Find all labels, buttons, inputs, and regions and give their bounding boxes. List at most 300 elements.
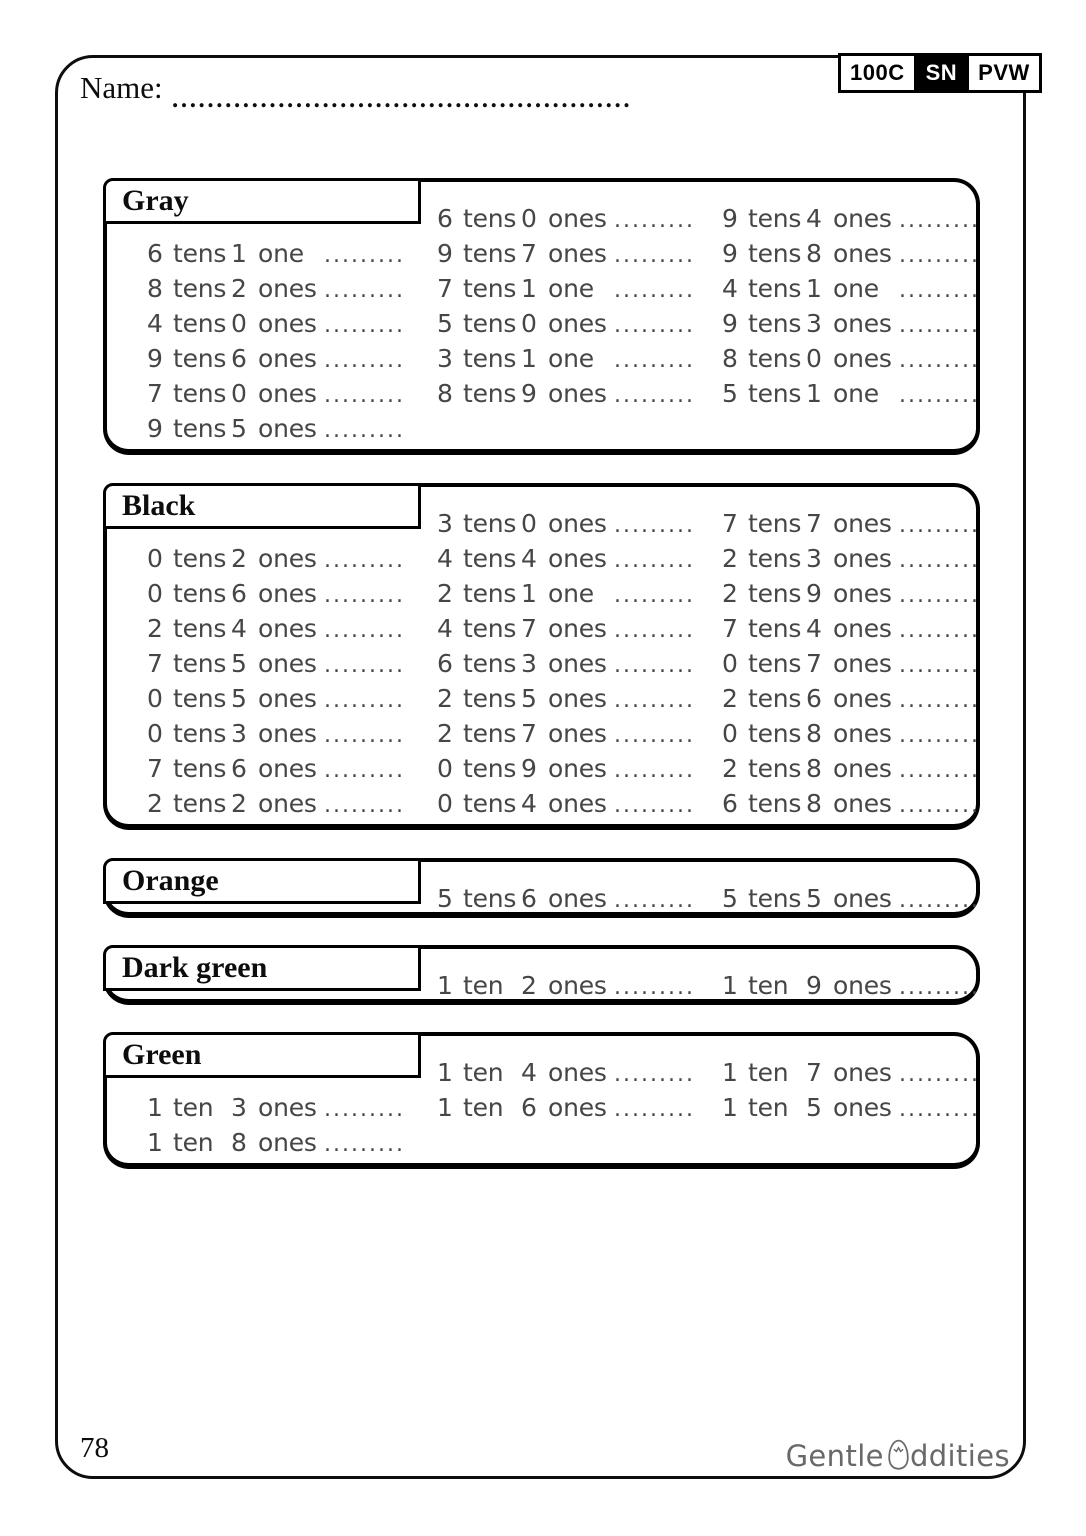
tens-value: 0	[437, 789, 453, 818]
ones-word: ones	[833, 789, 892, 818]
tens-word: tens	[748, 509, 802, 538]
ones-word: ones	[833, 754, 892, 783]
answer-dots: .........	[324, 723, 405, 748]
ones-word: ones	[258, 754, 317, 783]
section-column	[437, 507, 695, 822]
ones-word: ones	[833, 544, 892, 573]
ones-value: 0	[521, 204, 537, 233]
tens-value: 0	[437, 754, 453, 783]
ones-word: ones	[548, 684, 607, 713]
section-title-orange: Orange	[103, 858, 421, 904]
ones-word: ones	[548, 754, 607, 783]
tens-word: tens	[173, 309, 227, 338]
answer-dots: .........	[899, 1062, 980, 1087]
answer-dots: .........	[614, 348, 695, 373]
tens-value: 9	[722, 309, 738, 338]
tens-value: 1	[437, 1093, 453, 1122]
section-column	[722, 969, 980, 1004]
answer-dots: .........	[614, 383, 695, 408]
ones-value: 2	[521, 971, 537, 1000]
tens-word: ten	[463, 1058, 504, 1087]
tens-word: tens	[173, 344, 227, 373]
ones-value: 0	[231, 309, 247, 338]
tens-word: tens	[463, 614, 517, 643]
ones-word: ones	[833, 309, 892, 338]
tens-value: 1	[437, 971, 453, 1000]
ones-word: ones	[548, 1093, 607, 1122]
place-value-item	[722, 542, 980, 577]
tens-value: 7	[722, 509, 738, 538]
ones-value: 0	[231, 379, 247, 408]
place-value-item	[722, 717, 980, 752]
ones-value: 6	[521, 1093, 537, 1122]
tens-value: 3	[437, 344, 453, 373]
tens-word: tens	[748, 684, 802, 713]
answer-dots: .........	[899, 348, 980, 373]
tens-value: 4	[437, 614, 453, 643]
section-title-gray: Gray	[103, 178, 421, 224]
place-value-item	[147, 307, 405, 342]
egg-icon	[886, 1438, 911, 1471]
ones-value: 6	[521, 884, 537, 913]
place-value-item	[147, 612, 405, 647]
ones-word: ones	[833, 884, 892, 913]
ones-value: 4	[231, 614, 247, 643]
tens-value: 7	[147, 754, 163, 783]
place-value-item	[722, 682, 980, 717]
ones-value: 1	[231, 239, 247, 268]
tens-value: 0	[147, 579, 163, 608]
place-value-item	[722, 882, 980, 917]
tens-word: tens	[463, 204, 517, 233]
tens-value: 5	[722, 379, 738, 408]
tens-word: tens	[748, 579, 802, 608]
ones-word: ones	[833, 1058, 892, 1087]
place-value-item	[147, 272, 405, 307]
answer-dots: .........	[614, 1097, 695, 1122]
place-value-item	[437, 272, 695, 307]
place-value-item	[722, 237, 980, 272]
place-value-item	[437, 882, 695, 917]
tens-value: 9	[147, 414, 163, 443]
badge-100c: 100C	[841, 56, 914, 90]
ones-value: 8	[806, 754, 822, 783]
tens-value: 0	[722, 719, 738, 748]
answer-dots: .........	[899, 278, 980, 303]
place-value-item	[147, 237, 405, 272]
tens-word: tens	[463, 274, 517, 303]
ones-word: ones	[258, 379, 317, 408]
ones-word: ones	[833, 649, 892, 678]
tens-word: tens	[463, 239, 517, 268]
tens-value: 8	[722, 344, 738, 373]
section-orange	[103, 858, 980, 918]
section-column	[147, 542, 405, 822]
ones-word: one	[548, 579, 594, 608]
place-value-item	[722, 1056, 980, 1091]
place-value-item	[437, 1091, 695, 1126]
answer-dots: .........	[899, 208, 980, 233]
tens-word: tens	[463, 579, 517, 608]
ones-word: ones	[548, 789, 607, 818]
answer-dots: .........	[614, 583, 695, 608]
ones-value: 2	[231, 274, 247, 303]
place-value-item	[437, 752, 695, 787]
ones-word: ones	[548, 884, 607, 913]
tens-word: tens	[748, 884, 802, 913]
tens-word: tens	[748, 649, 802, 678]
tens-word: tens	[748, 754, 802, 783]
place-value-item	[437, 1056, 695, 1091]
place-value-item	[147, 342, 405, 377]
answer-dots: .........	[899, 313, 980, 338]
answer-dots: .........	[324, 1097, 405, 1122]
answer-dots: .........	[899, 243, 980, 268]
place-value-item	[437, 377, 695, 412]
badge-pvw: PVW	[969, 56, 1039, 90]
ones-word: ones	[833, 239, 892, 268]
ones-value: 3	[231, 719, 247, 748]
place-value-item	[147, 682, 405, 717]
tens-value: 6	[437, 204, 453, 233]
section-column	[437, 1056, 695, 1126]
answer-dots: .........	[324, 313, 405, 338]
answer-dots: .........	[324, 758, 405, 783]
tens-value: 2	[722, 754, 738, 783]
place-value-item	[722, 647, 980, 682]
place-value-item	[722, 577, 980, 612]
tens-word: ten	[173, 1093, 214, 1122]
tens-value: 5	[437, 309, 453, 338]
place-value-item	[722, 787, 980, 822]
tens-word: tens	[173, 579, 227, 608]
answer-dots: .........	[324, 688, 405, 713]
ones-word: ones	[258, 274, 317, 303]
place-value-item	[722, 612, 980, 647]
answer-dots: .........	[614, 548, 695, 573]
section-column	[722, 507, 980, 822]
answer-dots: .........	[614, 688, 695, 713]
ones-word: one	[833, 274, 879, 303]
answer-dots: .........	[324, 243, 405, 268]
section-gray	[103, 178, 980, 455]
place-value-item	[437, 647, 695, 682]
tens-word: tens	[463, 509, 517, 538]
tens-value: 1	[437, 1058, 453, 1087]
ones-value: 1	[806, 379, 822, 408]
ones-value: 9	[521, 379, 537, 408]
place-value-item	[147, 1126, 405, 1161]
place-value-item	[147, 577, 405, 612]
tens-value: 4	[722, 274, 738, 303]
place-value-item	[147, 752, 405, 787]
tens-word: tens	[463, 379, 517, 408]
ones-value: 1	[806, 274, 822, 303]
place-value-item	[147, 542, 405, 577]
ones-word: ones	[258, 414, 317, 443]
tens-value: 1	[147, 1093, 163, 1122]
answer-dots: .........	[324, 278, 405, 303]
tens-value: 6	[147, 239, 163, 268]
ones-word: ones	[548, 239, 607, 268]
section-column	[147, 1091, 405, 1161]
tens-word: tens	[748, 309, 802, 338]
place-value-item	[147, 412, 405, 447]
section-green	[103, 1032, 980, 1169]
tens-value: 8	[147, 274, 163, 303]
ones-word: ones	[833, 344, 892, 373]
tens-word: tens	[173, 719, 227, 748]
answer-dots: .........	[614, 758, 695, 783]
ones-value: 1	[521, 579, 537, 608]
tens-word: ten	[748, 1093, 789, 1122]
answer-dots: .........	[614, 208, 695, 233]
ones-value: 7	[521, 239, 537, 268]
ones-word: ones	[548, 971, 607, 1000]
answer-dots: .........	[324, 1132, 405, 1157]
badge-strip	[838, 53, 1042, 93]
section-darkgreen	[103, 945, 980, 1005]
tens-value: 6	[437, 649, 453, 678]
place-value-item	[722, 272, 980, 307]
answer-dots: .........	[614, 313, 695, 338]
ones-word: ones	[833, 719, 892, 748]
section-column	[722, 202, 980, 412]
tens-word: ten	[748, 971, 789, 1000]
section-column	[437, 202, 695, 412]
ones-value: 6	[231, 344, 247, 373]
place-value-item	[722, 342, 980, 377]
brand-logo	[786, 1438, 1010, 1471]
ones-word: ones	[258, 1093, 317, 1122]
place-value-item	[437, 787, 695, 822]
answer-dots: .........	[614, 975, 695, 1000]
ones-value: 5	[231, 684, 247, 713]
ones-word: ones	[258, 544, 317, 573]
ones-word: ones	[258, 789, 317, 818]
place-value-item	[437, 542, 695, 577]
tens-word: tens	[173, 789, 227, 818]
answer-dots: .........	[614, 888, 695, 913]
answer-dots: .........	[324, 793, 405, 818]
place-value-item	[437, 682, 695, 717]
tens-value: 7	[722, 614, 738, 643]
ones-word: ones	[833, 579, 892, 608]
ones-word: ones	[833, 971, 892, 1000]
ones-word: one	[548, 344, 594, 373]
place-value-item	[722, 307, 980, 342]
tens-word: tens	[463, 544, 517, 573]
tens-value: 0	[147, 684, 163, 713]
tens-word: tens	[748, 544, 802, 573]
ones-word: ones	[548, 719, 607, 748]
place-value-item	[437, 717, 695, 752]
tens-word: ten	[463, 1093, 504, 1122]
ones-value: 3	[806, 309, 822, 338]
place-value-item	[722, 377, 980, 412]
tens-value: 7	[147, 379, 163, 408]
tens-value: 2	[147, 789, 163, 818]
tens-value: 2	[722, 684, 738, 713]
ones-value: 4	[521, 1058, 537, 1087]
tens-value: 9	[437, 239, 453, 268]
tens-word: tens	[173, 649, 227, 678]
section-column	[437, 882, 695, 917]
place-value-item	[437, 237, 695, 272]
tens-word: tens	[463, 684, 517, 713]
tens-word: ten	[173, 1128, 214, 1157]
ones-value: 3	[806, 544, 822, 573]
place-value-item	[437, 507, 695, 542]
place-value-item	[147, 647, 405, 682]
tens-value: 5	[722, 884, 738, 913]
ones-word: ones	[258, 309, 317, 338]
ones-value: 7	[521, 614, 537, 643]
ones-word: ones	[833, 1093, 892, 1122]
answer-dots: .........	[324, 348, 405, 373]
tens-value: 6	[722, 789, 738, 818]
tens-value: 2	[722, 544, 738, 573]
tens-word: tens	[173, 684, 227, 713]
tens-word: tens	[463, 309, 517, 338]
tens-word: tens	[173, 614, 227, 643]
ones-word: ones	[548, 1058, 607, 1087]
ones-word: ones	[258, 614, 317, 643]
tens-value: 1	[722, 971, 738, 1000]
ones-word: one	[258, 239, 304, 268]
place-value-item	[722, 752, 980, 787]
logo-text-right: ddities	[909, 1439, 1010, 1473]
ones-value: 5	[806, 1093, 822, 1122]
ones-word: ones	[833, 684, 892, 713]
ones-value: 8	[806, 239, 822, 268]
answer-dots: .........	[324, 583, 405, 608]
ones-value: 1	[521, 344, 537, 373]
answer-dots: .........	[899, 583, 980, 608]
section-title-green: Green	[103, 1032, 421, 1078]
tens-word: tens	[173, 379, 227, 408]
answer-dots: .........	[899, 888, 980, 913]
answer-dots: .........	[324, 383, 405, 408]
answer-dots: .........	[324, 548, 405, 573]
place-value-item	[437, 612, 695, 647]
answer-dots: .........	[614, 618, 695, 643]
ones-value: 6	[806, 684, 822, 713]
answer-dots: .........	[614, 793, 695, 818]
tens-value: 1	[147, 1128, 163, 1157]
place-value-item	[722, 969, 980, 1004]
ones-word: ones	[833, 509, 892, 538]
answer-dots: .........	[614, 653, 695, 678]
tens-word: tens	[173, 754, 227, 783]
section-title-darkgreen: Dark green	[103, 945, 421, 991]
ones-word: one	[833, 379, 879, 408]
tens-word: tens	[748, 239, 802, 268]
ones-word: ones	[833, 614, 892, 643]
tens-value: 5	[437, 884, 453, 913]
ones-value: 1	[521, 274, 537, 303]
ones-value: 3	[521, 649, 537, 678]
ones-value: 6	[231, 754, 247, 783]
ones-value: 0	[521, 509, 537, 538]
ones-word: ones	[548, 614, 607, 643]
tens-word: tens	[748, 274, 802, 303]
answer-dots: .........	[899, 1097, 980, 1122]
ones-value: 2	[231, 789, 247, 818]
ones-value: 5	[231, 414, 247, 443]
tens-word: tens	[463, 754, 517, 783]
tens-value: 3	[437, 509, 453, 538]
answer-dots: .........	[899, 688, 980, 713]
tens-word: tens	[748, 379, 802, 408]
ones-value: 5	[806, 884, 822, 913]
place-value-item	[437, 307, 695, 342]
tens-value: 1	[722, 1093, 738, 1122]
tens-value: 2	[722, 579, 738, 608]
tens-value: 4	[437, 544, 453, 573]
answer-dots: .........	[899, 758, 980, 783]
ones-value: 7	[806, 1058, 822, 1087]
tens-word: tens	[748, 344, 802, 373]
answer-dots: .........	[614, 243, 695, 268]
ones-value: 7	[806, 649, 822, 678]
ones-word: ones	[833, 204, 892, 233]
tens-word: tens	[173, 544, 227, 573]
tens-value: 9	[147, 344, 163, 373]
tens-value: 9	[722, 239, 738, 268]
place-value-item	[437, 969, 695, 1004]
tens-word: tens	[748, 204, 802, 233]
tens-value: 2	[437, 579, 453, 608]
tens-word: tens	[173, 414, 227, 443]
ones-value: 9	[806, 579, 822, 608]
place-value-item	[722, 202, 980, 237]
tens-value: 7	[147, 649, 163, 678]
ones-value: 8	[806, 719, 822, 748]
answer-dots: .........	[899, 383, 980, 408]
ones-word: ones	[258, 1128, 317, 1157]
tens-word: tens	[748, 789, 802, 818]
ones-word: ones	[258, 684, 317, 713]
tens-value: 0	[147, 544, 163, 573]
tens-value: 0	[722, 649, 738, 678]
tens-value: 8	[437, 379, 453, 408]
badge-sn: SN	[917, 56, 967, 90]
tens-word: tens	[173, 239, 227, 268]
place-value-item	[147, 1091, 405, 1126]
answer-dots: .........	[614, 723, 695, 748]
tens-value: 0	[147, 719, 163, 748]
answer-dots: .........	[614, 1062, 695, 1087]
section-column	[437, 969, 695, 1004]
logo-text-left: Gentle	[785, 1439, 884, 1473]
tens-value: 4	[147, 309, 163, 338]
place-value-item	[437, 202, 695, 237]
ones-word: ones	[258, 344, 317, 373]
ones-value: 8	[231, 1128, 247, 1157]
tens-word: tens	[463, 884, 517, 913]
ones-value: 0	[806, 344, 822, 373]
tens-value: 1	[722, 1058, 738, 1087]
ones-value: 3	[231, 1093, 247, 1122]
tens-word: tens	[748, 614, 802, 643]
tens-word: tens	[173, 274, 227, 303]
answer-dots: .........	[899, 793, 980, 818]
tens-value: 2	[437, 719, 453, 748]
answer-dots: .........	[899, 975, 980, 1000]
ones-word: ones	[548, 204, 607, 233]
ones-value: 4	[806, 614, 822, 643]
